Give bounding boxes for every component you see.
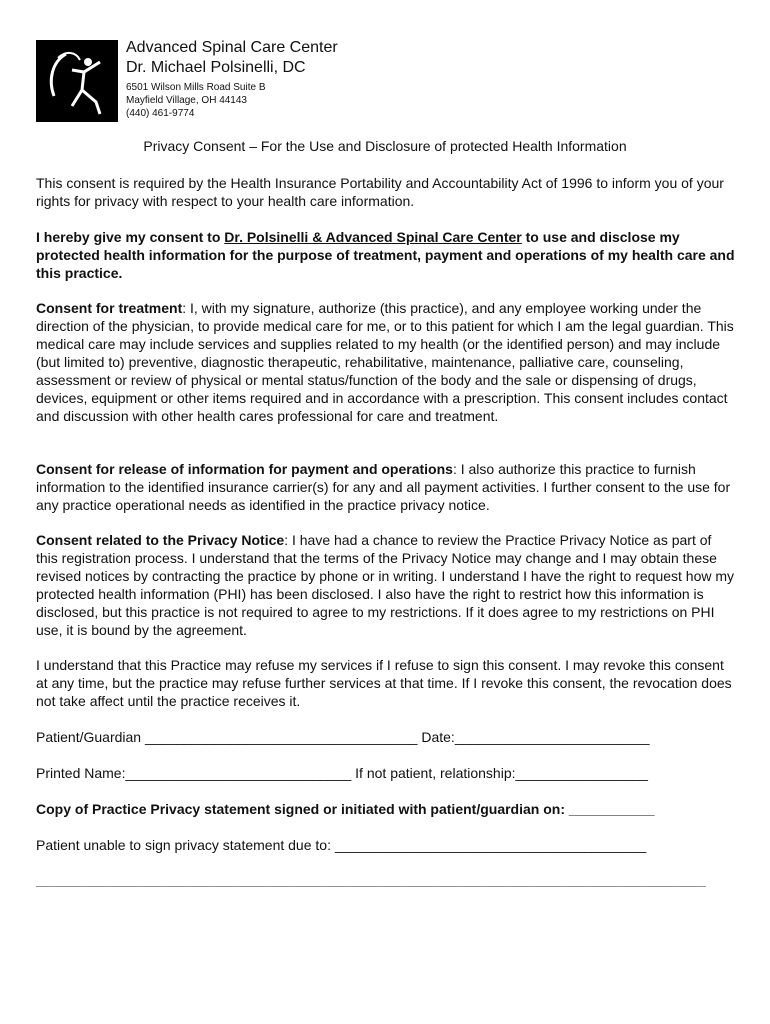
consent-party: Dr. Polsinelli & Advanced Spinal Care Center [224, 229, 522, 245]
consent-statement [36, 228, 736, 282]
refusal-paragraph [36, 656, 736, 710]
section-text: : I, with my signature, authorize (this practice), and any employee working under the direction of the physician, to provide medical care for me, or to this patient for which I am the legal guardian. This medical care may include services and supplies related to my health (or the identified person) and may include (but limited to) preventive, diagnostic therapeutic, rehabilitative, maintenance, palliative care, counseling, assessment or review of physical or mental status/function of the body and the sale or dispensing of drugs, devices, equipment or other items required and in accordance with a prescription. This consent includes contact and discussion with other health cares professional for care and treatment. [36, 300, 734, 424]
clinic-logo [36, 40, 118, 122]
unable-to-sign-field[interactable]: Patient unable to sign privacy statement due to: ________________________________________ [36, 837, 647, 853]
guardian-signature-field[interactable]: Patient/Guardian ___________________________________ Date:_________________________ [36, 729, 650, 745]
section-heading: Consent related to the Privacy Notice [36, 532, 285, 548]
section-heading: Consent for treatment [36, 300, 183, 316]
clinic-name: Advanced Spinal Care Center [126, 39, 338, 56]
section-release [36, 460, 736, 514]
section-text: : I also authorize this practice to furnish information to the identified insurance carrier(s) for any and all payment activities. I further consent to the use for any practice operational needs as identified in the practice privacy notice. [36, 461, 731, 513]
consent-prefix: I hereby give my consent to [36, 229, 225, 245]
letterhead [126, 38, 338, 120]
consent-suffix: to use and disclose my protected health information for the purpose of treatment, payment and operations of my health care and this practice. [36, 229, 735, 281]
refusal-text: I understand that this Practice may refuse my services if I refuse to sign this consent. I may revoke this consent at any time, but the practice may refuse further services at that time. If I revoke this consent, the revocation does not take affect until the practice receives it. [36, 657, 732, 709]
section-heading: Consent for release of information for payment and operations [36, 461, 453, 477]
bottom-blank-line[interactable]: ______________________________________________________________________________________ [36, 871, 706, 887]
address-line-1: 6501 Wilson Mills Road Suite B [126, 82, 266, 93]
document-title: Privacy Consent – For the Use and Disclosure of protected Health Information [143, 138, 627, 154]
section-treatment [36, 299, 736, 425]
doctor-name: Dr. Michael Polsinelli, DC [126, 59, 306, 76]
printed-name-field[interactable]: Printed Name:_____________________________ If not patient, relationship:_________________ [36, 765, 648, 781]
address-line-2: Mayfield Village, OH 44143 [126, 95, 247, 106]
section-text: : I have had a chance to review the Practice Privacy Notice as part of this registration process. I understand that the terms of the Privacy Notice may change and I may obtain these revised notices by contracting the practice by phone or in writing. I understand I have the right to request how my protected health information (PHI) has been disclosed. I also have the right to restrict how this information is disclosed, but this practice is not required to agree to my restrictions. If it does agree to my restrictions on PHI use, it is bound by the agreement. [36, 532, 735, 638]
intro-text: This consent is required by the Health Insurance Portability and Accountability Act of 1996 to inform you of your rights for privacy with respect to your health care information. [36, 175, 724, 209]
section-privacy-notice [36, 531, 736, 639]
intro-paragraph [36, 174, 736, 210]
phone-number: (440) 461-9774 [126, 108, 195, 119]
dancer-figure-icon [36, 40, 118, 122]
copy-statement-field[interactable]: Copy of Practice Privacy statement signed or initiated with patient/guardian on: ___________ [36, 801, 655, 817]
